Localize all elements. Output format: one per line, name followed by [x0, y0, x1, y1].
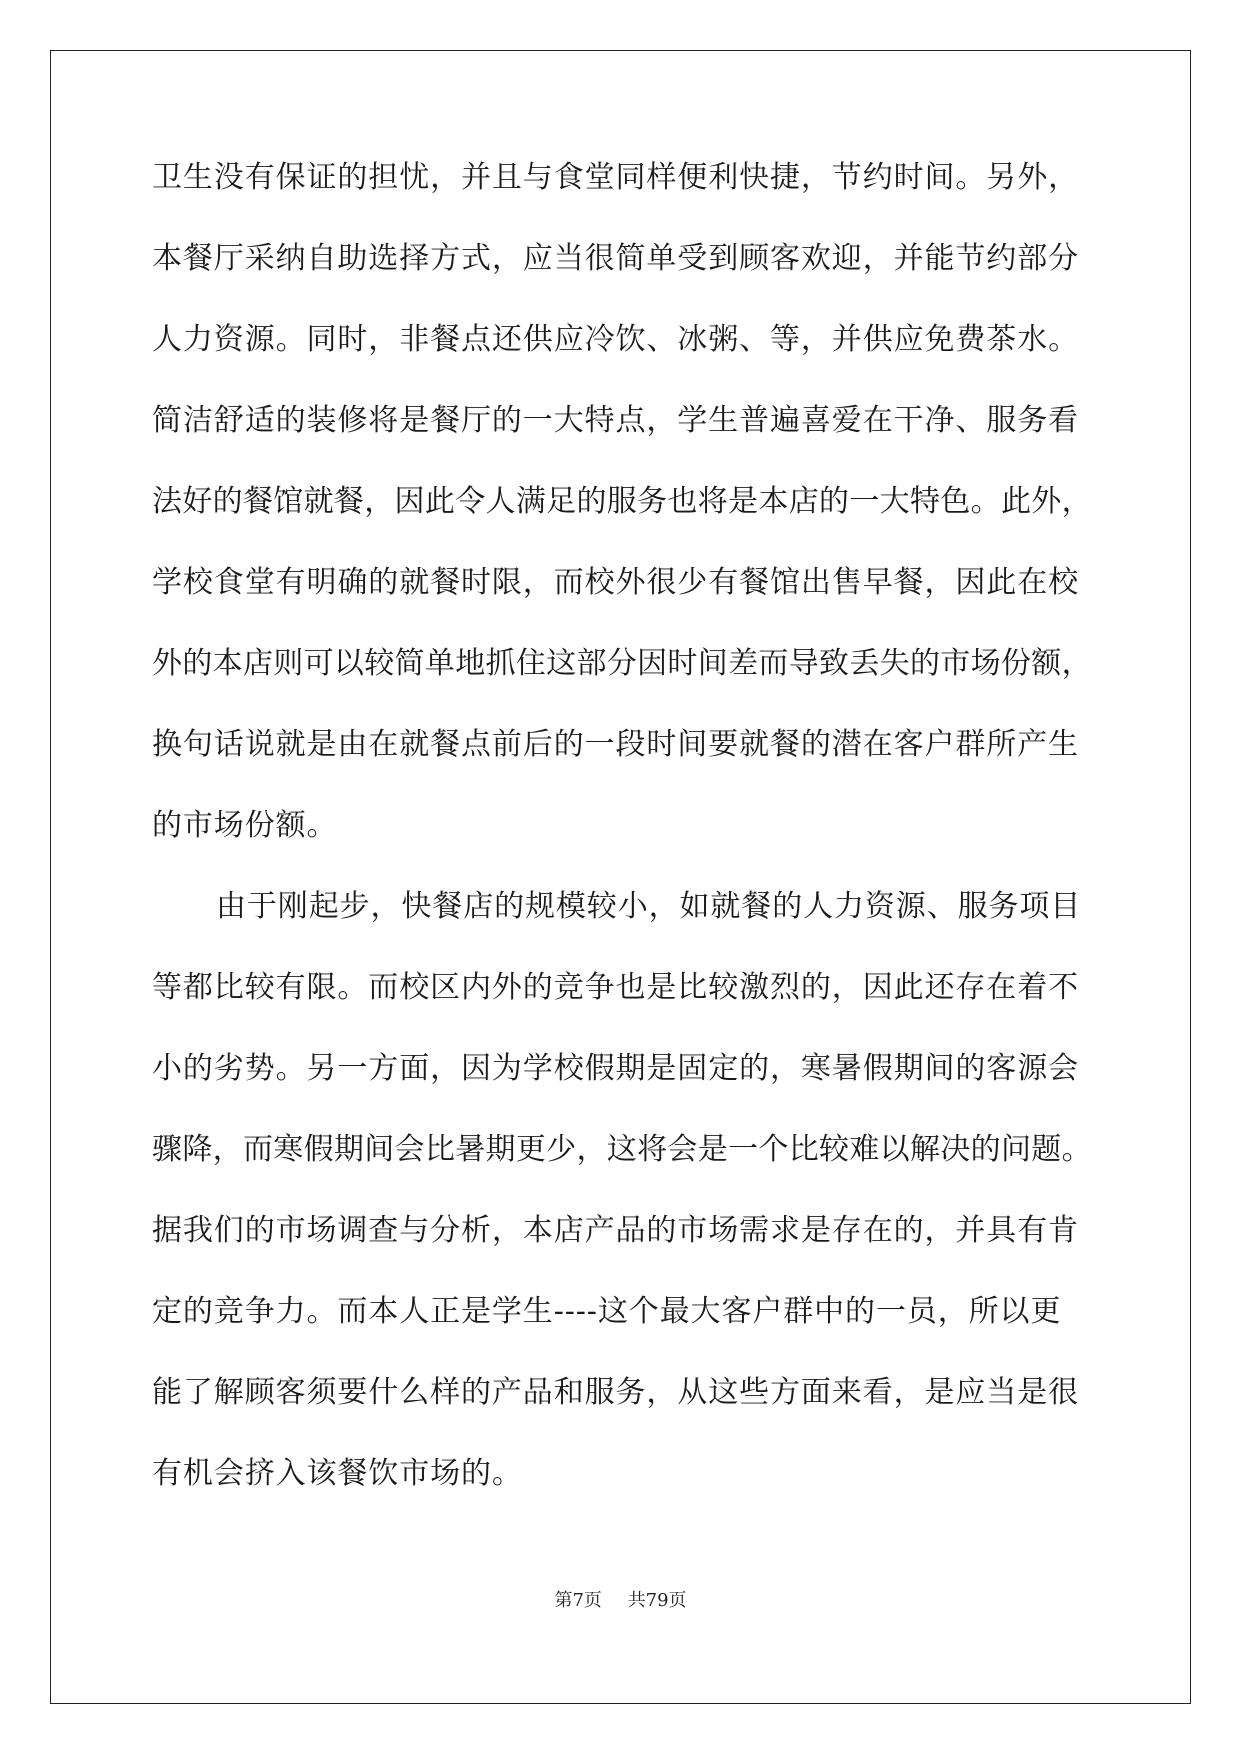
- page-footer: [0, 1586, 1241, 1612]
- text-line: 据我们的市场调查与分析，本店产品的市场需求是存在的，并具有肯: [152, 1213, 1079, 1248]
- text-line: 的市场份额。: [152, 808, 338, 843]
- text-line: 能了解顾客须要什么样的产品和服务，从这些方面来看，是应当是很: [152, 1375, 1079, 1410]
- text-line: 小的劣势。另一方面，因为学校假期是固定的，寒暑假期间的客源会: [152, 1051, 1079, 1086]
- text-line: 定的竞争力。而本人正是学生----这个最大客户群中的一员，所以更: [152, 1294, 1062, 1329]
- text-line: 等都比较有限。而校区内外的竞争也是比较激烈的，因此还存在着不: [152, 970, 1079, 1005]
- document-body: [152, 158, 1092, 1535]
- text-line: 简洁舒适的装修将是餐厅的一大特点，学生普遍喜爱在干净、服务看: [152, 403, 1079, 438]
- text-line: 法好的餐馆就餐，因此令人满足的服务也将是本店的一大特色。此外，: [152, 484, 1092, 519]
- text-line: 人力资源。同时，非餐点还供应冷饮、冰粥、等，并供应免费茶水。: [152, 322, 1079, 357]
- text-line: 本餐厅采纳自助选择方式，应当很简单受到顾客欢迎，并能节约部分: [152, 241, 1079, 276]
- page-total: 共79页: [627, 1590, 687, 1611]
- text-line: 换句话说就是由在就餐点前后的一段时间要就餐的潜在客户群所产生: [152, 727, 1079, 762]
- text-line: 学校食堂有明确的就餐时限，而校外很少有餐馆出售早餐，因此在校: [152, 565, 1079, 600]
- text-line: 卫生没有保证的担忧，并且与食堂同样便利快捷，节约时间。另外，: [152, 160, 1079, 195]
- page-number: 第7页: [554, 1590, 602, 1611]
- text-line: 有机会挤入该餐饮市场的。: [152, 1456, 523, 1491]
- text-line: 骤降，而寒假期间会比暑期更少，这将会是一个比较难以解决的问题。: [152, 1132, 1092, 1167]
- text-line: 外的本店则可以较简单地抓住这部分因时间差而导致丢失的市场份额，: [152, 646, 1092, 681]
- text-line: 由于刚起步，快餐店的规模较小，如就餐的人力资源、服务项目: [216, 889, 1082, 924]
